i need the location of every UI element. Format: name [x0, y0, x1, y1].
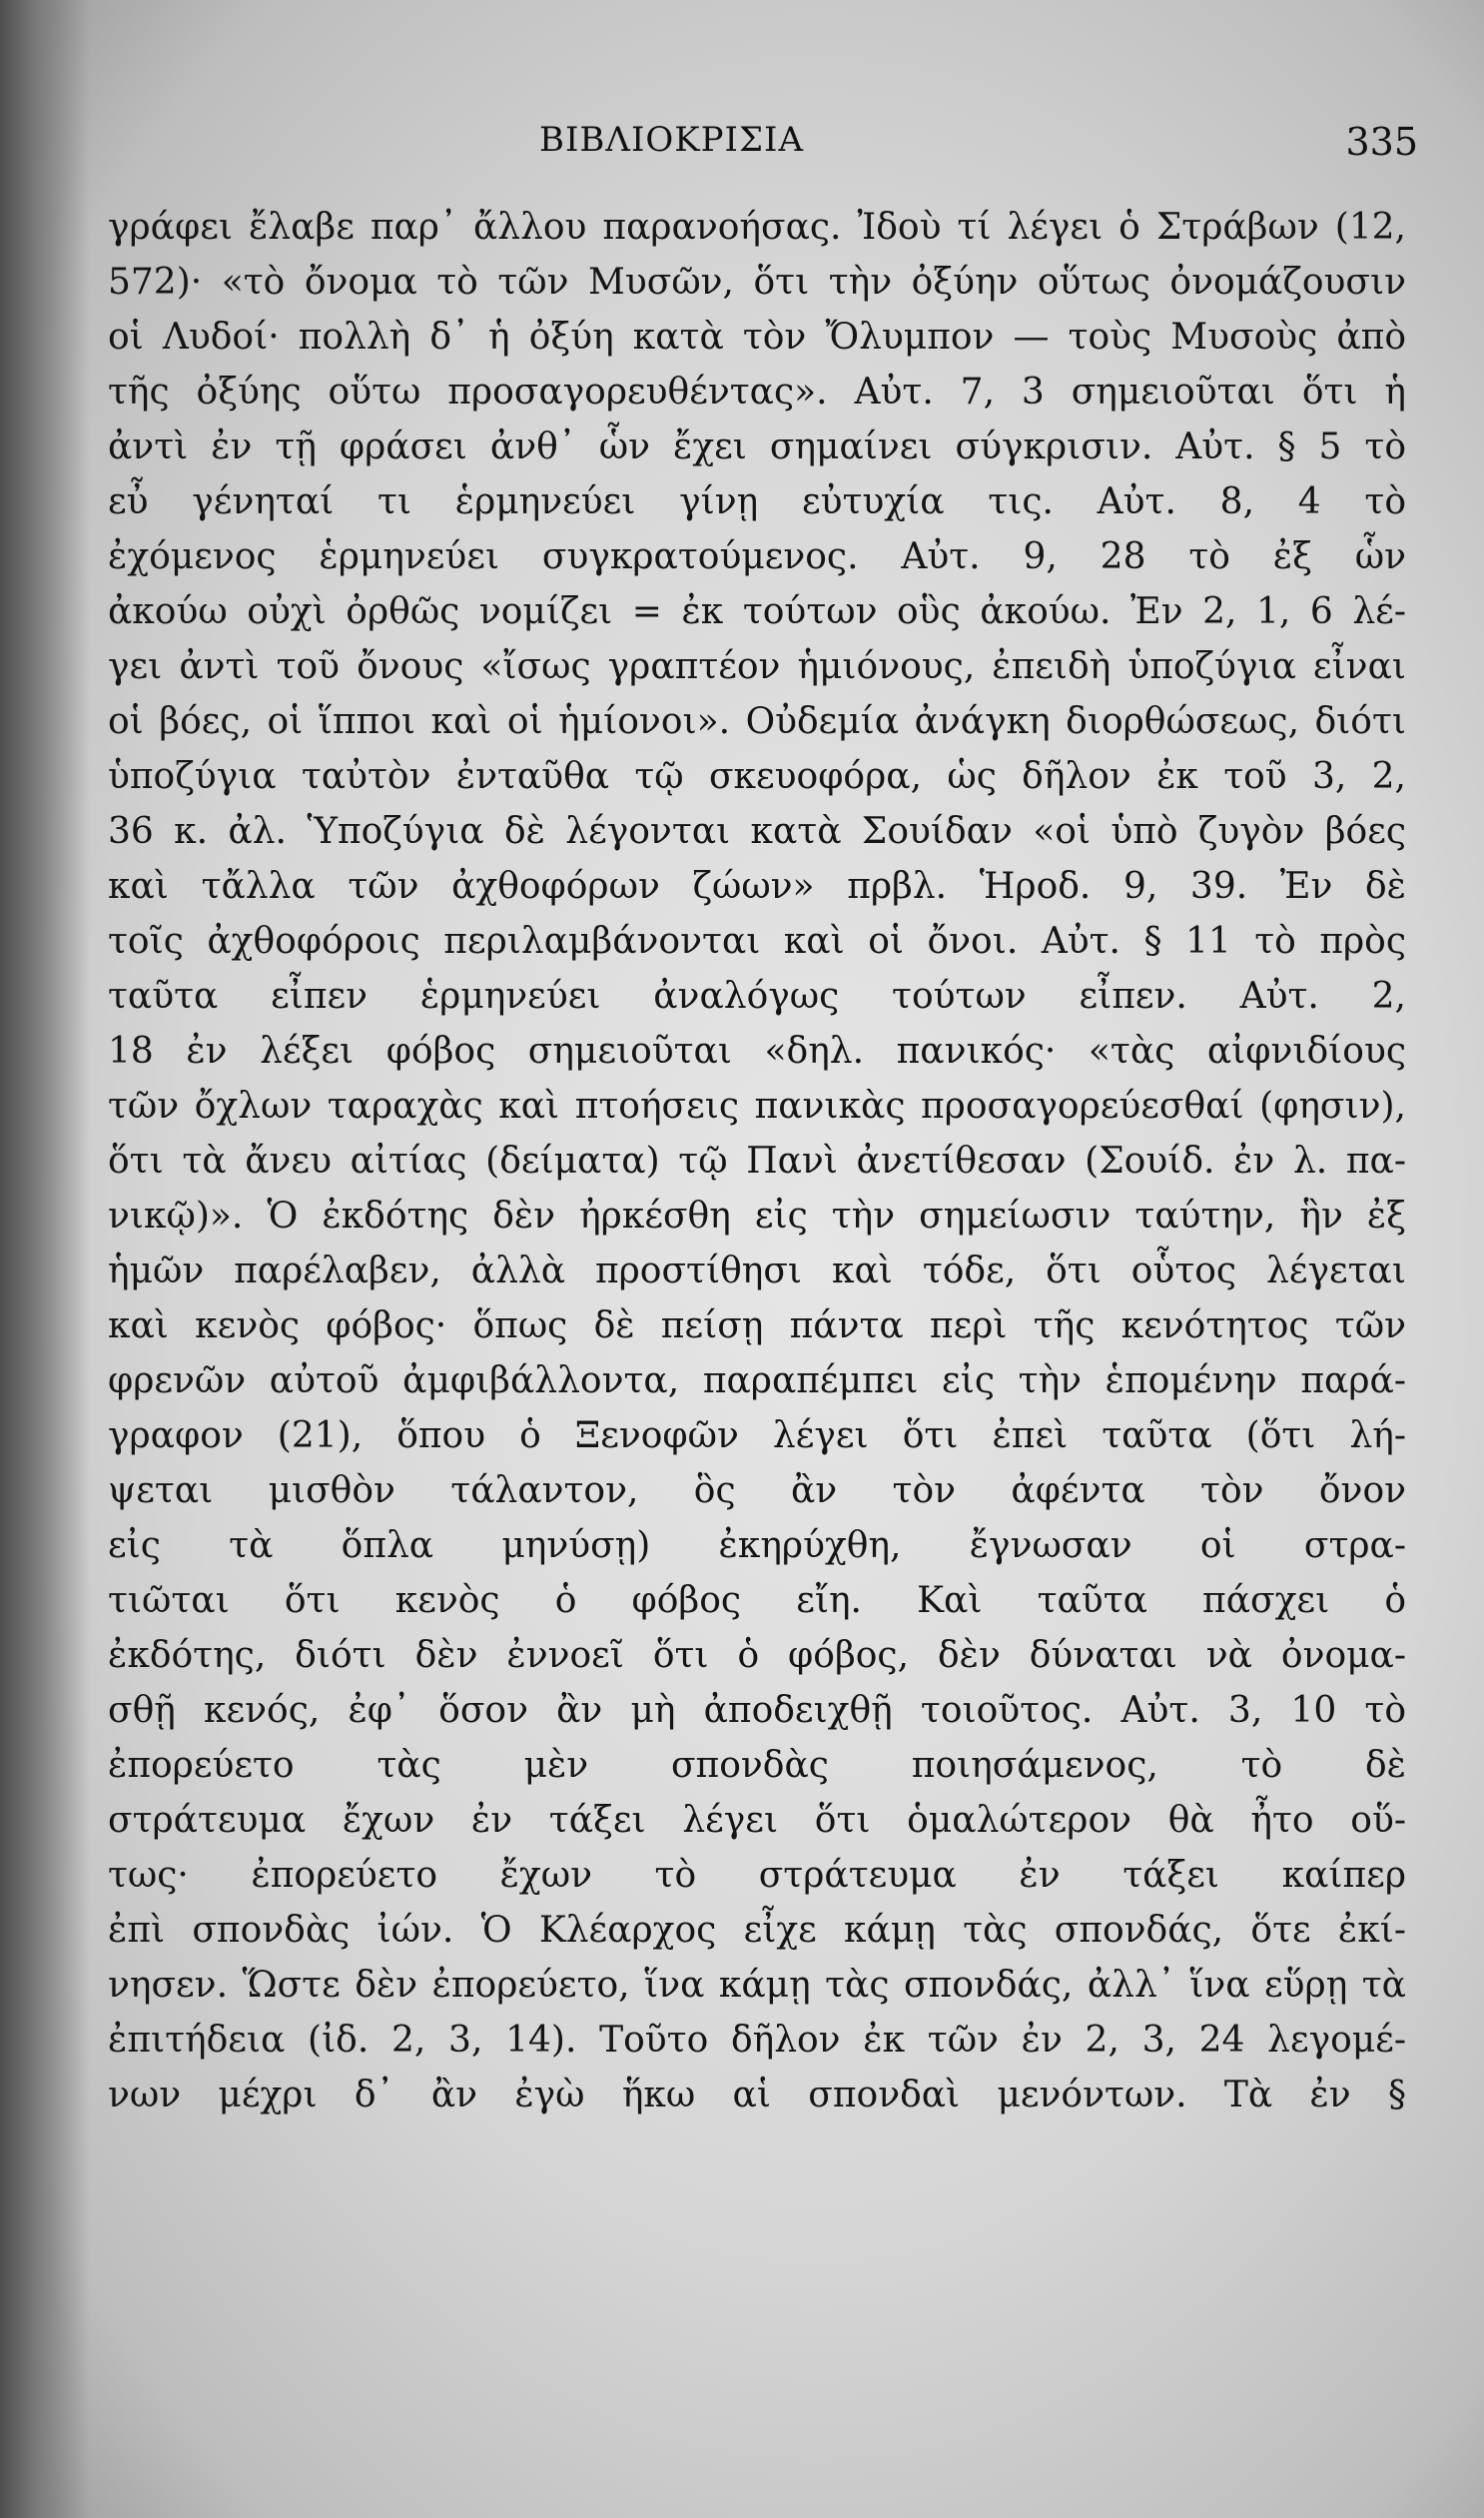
text-line: νησεν. Ὥστε δὲν ἐπορεύετο, ἵνα κάμῃ τὰς σπονδάς, ἀλλ᾽ ἵνα εὕρῃ τὰ [108, 1965, 1406, 2006]
text-line: ἀντὶ ἐν τῇ φράσει ἀνθ᾽ ὧν ἔχει σημαίνει σύγκρισιν. Αὐτ. § 5 τὸ [108, 426, 1406, 467]
text-line: οἱ Λυδοί· πολλὴ δ᾽ ἡ ὀξύη κατὰ τὸν Ὄλυμπον — τοὺς Μυσοὺς ἀπὸ [108, 317, 1406, 358]
text-line: νων μέχρι δ᾽ ἂν ἐγὼ ἥκω αἱ σπονδαὶ μενόντων. Τὰ ἐν § [108, 2075, 1406, 2115]
running-head [110, 120, 1428, 180]
text-line: 36 κ. ἀλ. Ὑποζύγια δὲ λέγονται κατὰ Σουίδαν «οἱ ὑπὸ ζυγὸν βόες [108, 811, 1406, 852]
text-line: ὑποζύγια ταὐτὸν ἐνταῦθα τῷ σκευοφόρα, ὡς δῆλον ἐκ τοῦ 3, 2, [108, 756, 1406, 797]
text-line: 18 ἐν λέξει φόβος σημειοῦται «δηλ. πανικός· «τὰς αἰφνιδίους [108, 1031, 1406, 1072]
text-line: ταῦτα εἶπεν ἑρμηνεύει ἀναλόγως τούτων εἶπεν. Αὐτ. 2, [108, 976, 1406, 1017]
text-line: ὅτι τὰ ἄνευ αἰτίας (δείματα) τῷ Πανὶ ἀνετίθεσαν (Σουίδ. ἐν λ. πα- [108, 1141, 1406, 1182]
text-line: νικῷ)». Ὁ ἐκδότης δὲν ἠρκέσθη εἰς τὴν σημείωσιν ταύτην, ἣν ἐξ [108, 1196, 1406, 1237]
text-line: τῶν ὄχλων ταραχὰς καὶ πτοήσεις πανικὰς προσαγορεύεσθαί (φησιν), [108, 1086, 1406, 1127]
text-line: γράφει ἔλαβε παρ᾽ ἄλλου παρανοήσας. Ἰδοὺ τί λέγει ὁ Στράβων (12, [108, 207, 1406, 248]
running-title: ΒΙΒΛΙΟΚΡΙΣΙΑ [539, 120, 804, 160]
text-line: ἐπιτήδεια (ἰδ. 2, 3, 14). Τοῦτο δῆλον ἐκ τῶν ἐν 2, 3, 24 λεγομέ- [108, 2020, 1406, 2061]
text-line: τοῖς ἀχθοφόροις περιλαμβάνονται καὶ οἱ ὄνοι. Αὐτ. § 11 τὸ πρὸς [108, 921, 1406, 962]
text-line: ἐχόμενος ἑρμηνεύει συγκρατούμενος. Αὐτ. 9, 28 τὸ ἐξ ὧν [108, 536, 1406, 577]
text-line: στράτευμα ἔχων ἐν τάξει λέγει ὅτι ὁμαλώτερον θὰ ἦτο οὕ- [108, 1800, 1406, 1841]
text-line: οἱ βόες, οἱ ἵπποι καὶ οἱ ἡμίονοι». Οὐδεμία ἀνάγκη διορθώσεως, διότι [108, 701, 1406, 742]
text-line: τιῶται ὅτι κενὸς ὁ φόβος εἴη. Καὶ ταῦτα πάσχει ὁ [108, 1580, 1406, 1621]
text-line: καὶ κενὸς φόβος· ὅπως δὲ πείσῃ πάντα περὶ τῆς κενότητος τῶν [108, 1305, 1406, 1346]
text-line: εἰς τὰ ὅπλα μηνύσῃ) ἐκηρύχθη, ἔγνωσαν οἱ στρα- [108, 1525, 1406, 1566]
binding-shadow [0, 0, 90, 2518]
text-line: τως· ἐπορεύετο ἔχων τὸ στράτευμα ἐν τάξει καίπερ [108, 1855, 1406, 1896]
text-line: γει ἀντὶ τοῦ ὄνους «ἴσως γραπτέον ἡμιόνους, ἐπειδὴ ὑποζύγια εἶναι [108, 646, 1406, 687]
text-line: καὶ τἄλλα τῶν ἀχθοφόρων ζώων» πρβλ. Ἡροδ. 9, 39. Ἐν δὲ [108, 866, 1406, 907]
text-line: ἀκούω οὐχὶ ὀρθῶς νομίζει = ἐκ τούτων οὓς ἀκούω. Ἐν 2, 1, 6 λέ- [108, 591, 1406, 632]
page-number: 335 [1345, 120, 1418, 164]
text-line: φρενῶν αὐτοῦ ἀμφιβάλλοντα, παραπέμπει εἰς τὴν ἑπομένην παρά- [108, 1360, 1406, 1401]
text-line: ἐπὶ σπονδὰς ἰών. Ὁ Κλέαρχος εἶχε κάμῃ τὰς σπονδάς, ὅτε ἐκί- [108, 1910, 1406, 1951]
text-line: τῆς ὀξύης οὕτω προσαγορευθέντας». Αὐτ. 7, 3 σημειοῦται ὅτι ἡ [108, 372, 1406, 413]
text-line: σθῇ κενός, ἐφ᾽ ὅσον ἂν μὴ ἀποδειχθῇ τοιοῦτος. Αὐτ. 3, 10 τὸ [108, 1690, 1406, 1731]
text-line: ἡμῶν παρέλαβεν, ἀλλὰ προστίθησι καὶ τόδε, ὅτι οὗτος λέγεται [108, 1251, 1406, 1291]
text-line: γραφον (21), ὅπου ὁ Ξενοφῶν λέγει ὅτι ἐπεὶ ταῦτα (ὅτι λή- [108, 1415, 1406, 1456]
text-line: ψεται μισθὸν τάλαντον, ὃς ἂν τὸν ἀφέντα τὸν ὄνον [108, 1470, 1406, 1511]
text-line: εὖ γένηταί τι ἑρμηνεύει γίνῃ εὐτυχία τις. Αὐτ. 8, 4 τὸ [108, 481, 1406, 522]
text-line: 572)· «τὸ ὄνομα τὸ τῶν Μυσῶν, ὅτι τὴν ὀξύην οὕτως ὀνομάζουσιν [108, 262, 1406, 303]
text-line: ἐπορεύετο τὰς μὲν σπονδὰς ποιησάμενος, τὸ δὲ [108, 1745, 1406, 1786]
text-body [108, 200, 1406, 2122]
text-line: ἐκδότης, διότι δὲν ἐννοεῖ ὅτι ὁ φόβος, δὲν δύναται νὰ ὀνομα- [108, 1635, 1406, 1676]
